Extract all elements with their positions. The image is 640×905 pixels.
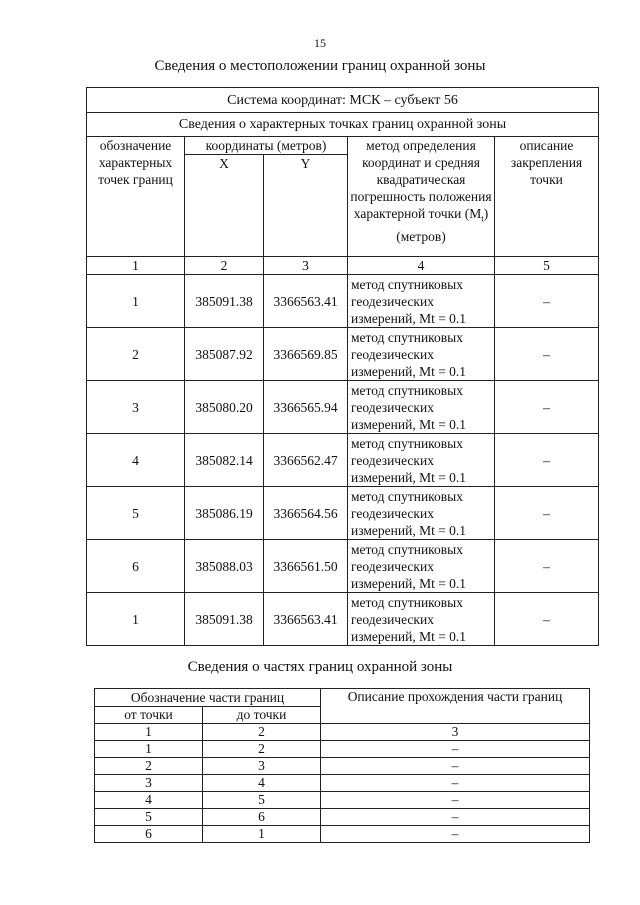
- point-id: 5: [87, 487, 185, 540]
- table-row: [95, 758, 590, 775]
- description: –: [495, 328, 599, 381]
- col-number: 4: [348, 257, 495, 275]
- table-row: [87, 275, 599, 328]
- table-row: [87, 487, 599, 540]
- coord-x: 385087.92: [185, 328, 264, 381]
- table-row: [95, 792, 590, 809]
- col-number: 5: [495, 257, 599, 275]
- col-number: 1: [95, 724, 203, 741]
- method: метод спутниковых геодезических измерений, Mt = 0.1: [348, 487, 495, 540]
- coord-y: 3366563.41: [264, 593, 348, 646]
- coord-x: 385082.14: [185, 434, 264, 487]
- description: –: [495, 434, 599, 487]
- col-header-part: Обозначение части границ: [95, 689, 321, 707]
- coord-x: 385091.38: [185, 593, 264, 646]
- coord-y: 3366563.41: [264, 275, 348, 328]
- coord-y: 3366562.47: [264, 434, 348, 487]
- from-point: 1: [95, 741, 203, 758]
- point-id: 1: [87, 275, 185, 328]
- point-id: 3: [87, 381, 185, 434]
- part-description: –: [321, 826, 590, 843]
- table-row: [87, 593, 599, 646]
- table-row: [87, 434, 599, 487]
- col-number: 3: [264, 257, 348, 275]
- coord-y: 3366565.94: [264, 381, 348, 434]
- from-point: 5: [95, 809, 203, 826]
- method: метод спутниковых геодезических измерений, Mt = 0.1: [348, 381, 495, 434]
- method: метод спутниковых геодезических измерений, Mt = 0.1: [348, 593, 495, 646]
- coord-y: 3366564.56: [264, 487, 348, 540]
- from-point: 4: [95, 792, 203, 809]
- coord-y: 3366569.85: [264, 328, 348, 381]
- part-description: –: [321, 809, 590, 826]
- table-row: [95, 809, 590, 826]
- from-point: 3: [95, 775, 203, 792]
- col-number: 2: [203, 724, 321, 741]
- coord-x: 385080.20: [185, 381, 264, 434]
- from-point: 2: [95, 758, 203, 775]
- table-row: [87, 381, 599, 434]
- point-id: 4: [87, 434, 185, 487]
- to-point: 1: [203, 826, 321, 843]
- col-header-to: до точки: [203, 707, 321, 724]
- col-header-description: описание закрепления точки: [495, 137, 599, 257]
- col-header-part-description: Описание прохождения части границ: [321, 689, 590, 724]
- part-description: –: [321, 741, 590, 758]
- col-number: 2: [185, 257, 264, 275]
- section-title-parts: Сведения о частях границ охранной зоны: [187, 659, 453, 675]
- col-number: 3: [321, 724, 590, 741]
- point-id: 1: [87, 593, 185, 646]
- col-header-coords: координаты (метров): [185, 137, 348, 155]
- col-header-y: Y: [264, 155, 348, 257]
- coord-x: 385086.19: [185, 487, 264, 540]
- col-header-point: обозначение характерных точек границ: [87, 137, 185, 257]
- table-row: [95, 826, 590, 843]
- table-row: [95, 741, 590, 758]
- coord-system-header: Система координат: МСК – субъект 56: [87, 88, 599, 113]
- to-point: 5: [203, 792, 321, 809]
- part-description: –: [321, 758, 590, 775]
- boundary-points-table: [86, 87, 599, 646]
- page-number: 15: [314, 36, 326, 50]
- to-point: 6: [203, 809, 321, 826]
- section-title-boundaries: Сведения о местоположении границ охранной зоны: [154, 58, 486, 74]
- to-point: 4: [203, 775, 321, 792]
- table-row: [87, 540, 599, 593]
- point-id: 6: [87, 540, 185, 593]
- part-description: –: [321, 775, 590, 792]
- description: –: [495, 540, 599, 593]
- from-point: 6: [95, 826, 203, 843]
- description: –: [495, 593, 599, 646]
- col-header-x: X: [185, 155, 264, 257]
- to-point: 2: [203, 741, 321, 758]
- part-description: –: [321, 792, 590, 809]
- description: –: [495, 381, 599, 434]
- coord-y: 3366561.50: [264, 540, 348, 593]
- point-id: 2: [87, 328, 185, 381]
- col-header-method: метод определения координат и средняя квадратическая погрешность положения характерной точки $(M_t)$ (метров): [348, 137, 495, 257]
- coord-x: 385091.38: [185, 275, 264, 328]
- description: –: [495, 275, 599, 328]
- method: метод спутниковых геодезических измерений, Mt = 0.1: [348, 328, 495, 381]
- method: метод спутниковых геодезических измерений, Mt = 0.1: [348, 540, 495, 593]
- description: –: [495, 487, 599, 540]
- coord-x: 385088.03: [185, 540, 264, 593]
- boundary-parts-table: [94, 688, 590, 843]
- table-row: [95, 775, 590, 792]
- method: метод спутниковых геодезических измерений, Mt = 0.1: [348, 275, 495, 328]
- method: метод спутниковых геодезических измерений, Mt = 0.1: [348, 434, 495, 487]
- to-point: 3: [203, 758, 321, 775]
- col-header-from: от точки: [95, 707, 203, 724]
- table-row: [87, 328, 599, 381]
- col-number: 1: [87, 257, 185, 275]
- points-subtitle: Сведения о характерных точках границ охранной зоны: [87, 113, 599, 137]
